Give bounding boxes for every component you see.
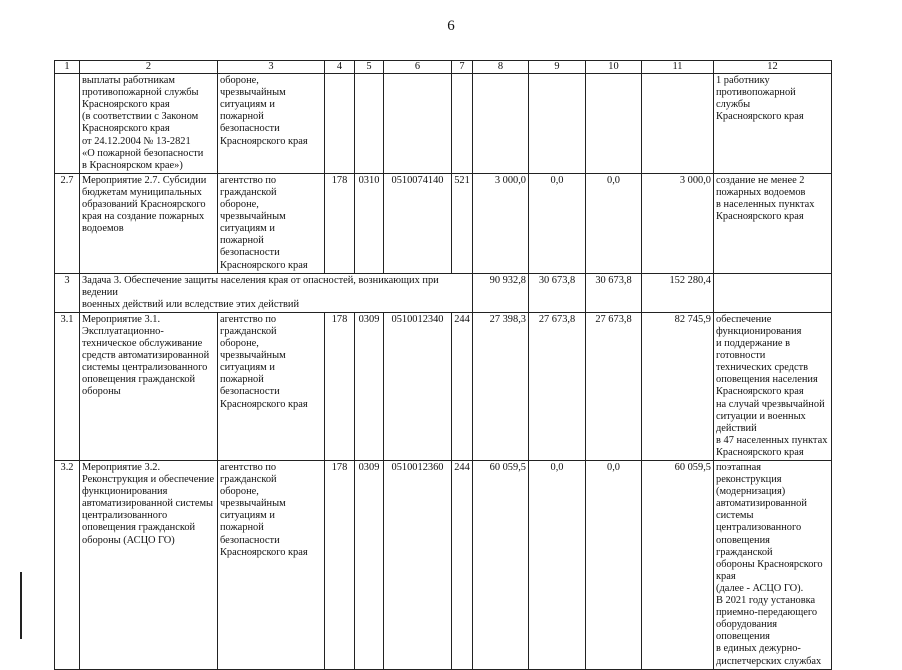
year1-amount: 90 932,8 bbox=[473, 273, 529, 312]
executor: агентство по гражданской обороне, чрезвычайным ситуациям и пожарной безопасности Красноярского края bbox=[218, 312, 325, 460]
expected-result: поэтапная реконструкция (модернизация) автоматизированной системы централизованного оповещения гражданской обороны Красноярского края (далее - АСЦО ГО). В 2021 году установка приемно-передающего оборудования оповещения в единых дежурно- диспетчерских службах bbox=[714, 461, 832, 670]
table-row bbox=[55, 173, 832, 273]
column-header: 5 bbox=[355, 61, 384, 74]
executor: агентство по гражданской обороне, чрезвычайным ситуациям и пожарной безопасности Красноярского края bbox=[218, 173, 325, 273]
column-header: 9 bbox=[529, 61, 586, 74]
expected-result: 1 работнику противопожарной службы Красноярского края bbox=[714, 74, 832, 174]
margin-mark bbox=[20, 572, 22, 639]
year1-amount: 3 000,0 bbox=[473, 173, 529, 273]
activity-name: Мероприятие 2.7. Субсидии бюджетам муниципальных образований Красноярского края на создание пожарных водоемов bbox=[80, 173, 218, 273]
total-amount: 82 745,9 bbox=[642, 312, 714, 460]
rzpr-code: 0310 bbox=[355, 173, 384, 273]
csr-code bbox=[384, 74, 452, 174]
table-row bbox=[55, 461, 832, 670]
year2-amount: 27 673,8 bbox=[529, 312, 586, 460]
vr-code: 244 bbox=[452, 461, 473, 670]
page-number: 6 bbox=[447, 18, 455, 34]
rzpr-code: 0309 bbox=[355, 312, 384, 460]
table-row bbox=[55, 74, 832, 174]
total-amount: 152 280,4 bbox=[642, 273, 714, 312]
year3-amount bbox=[586, 74, 642, 174]
task-title: Задача 3. Обеспечение защиты населения края от опасностей, возникающих при ведении военных действий или вследствие этих действий bbox=[80, 273, 473, 312]
year3-amount: 0,0 bbox=[586, 461, 642, 670]
column-header: 4 bbox=[325, 61, 355, 74]
year2-amount: 30 673,8 bbox=[529, 273, 586, 312]
total-amount: 60 059,5 bbox=[642, 461, 714, 670]
activity-name: Мероприятие 3.2. Реконструкция и обеспечение функционирования автоматизированной системы централизованного оповещения гражданской обороны (АСЦО ГО) bbox=[80, 461, 218, 670]
row-number: 2.7 bbox=[55, 173, 80, 273]
column-header: 8 bbox=[473, 61, 529, 74]
grbs-code: 178 bbox=[325, 461, 355, 670]
table-row bbox=[55, 312, 832, 460]
expected-result: создание не менее 2 пожарных водоемов в населенных пунктах Красноярского края bbox=[714, 173, 832, 273]
executor: агентство по гражданской обороне, чрезвычайным ситуациям и пожарной безопасности Красноярского края bbox=[218, 461, 325, 670]
activity-name: Мероприятие 3.1. Эксплуатационно- техническое обслуживание средств автоматизированной системы централизованного оповещения гражданской обороны bbox=[80, 312, 218, 460]
csr-code: 0510074140 bbox=[384, 173, 452, 273]
column-header: 6 bbox=[384, 61, 452, 74]
year3-amount: 27 673,8 bbox=[586, 312, 642, 460]
task-row bbox=[55, 273, 832, 312]
grbs-code: 178 bbox=[325, 312, 355, 460]
column-header: 11 bbox=[642, 61, 714, 74]
vr-code bbox=[452, 74, 473, 174]
year2-amount: 0,0 bbox=[529, 173, 586, 273]
csr-code: 0510012360 bbox=[384, 461, 452, 670]
grbs-code bbox=[325, 74, 355, 174]
rzpr-code bbox=[355, 74, 384, 174]
year3-amount: 30 673,8 bbox=[586, 273, 642, 312]
budget-table bbox=[54, 60, 832, 670]
year1-amount: 60 059,5 bbox=[473, 461, 529, 670]
column-header: 1 bbox=[55, 61, 80, 74]
row-number: 3.1 bbox=[55, 312, 80, 460]
row-number: 3.2 bbox=[55, 461, 80, 670]
row-number: 3 bbox=[55, 273, 80, 312]
csr-code: 0510012340 bbox=[384, 312, 452, 460]
grbs-code: 178 bbox=[325, 173, 355, 273]
executor: обороне, чрезвычайным ситуациям и пожарной безопасности Красноярского края bbox=[218, 74, 325, 174]
column-header: 7 bbox=[452, 61, 473, 74]
year2-amount: 0,0 bbox=[529, 461, 586, 670]
activity-name: выплаты работникам противопожарной службы Красноярского края (в соответствии с Законом Красноярского края от 24.12.2004 № 13-2821 «О пожарной безопасности в Красноярском крае») bbox=[80, 74, 218, 174]
column-header: 2 bbox=[80, 61, 218, 74]
expected-result: обеспечение функционирования и поддержание в готовности технических средств оповещения населения Красноярского края на случай чрезвычайной ситуации и военных действий в 47 населенных пунктах Красноярского края bbox=[714, 312, 832, 460]
year2-amount bbox=[529, 74, 586, 174]
year1-amount bbox=[473, 74, 529, 174]
header-row bbox=[55, 61, 832, 74]
expected-result bbox=[714, 273, 832, 312]
total-amount bbox=[642, 74, 714, 174]
rzpr-code: 0309 bbox=[355, 461, 384, 670]
year3-amount: 0,0 bbox=[586, 173, 642, 273]
column-header: 12 bbox=[714, 61, 832, 74]
row-number bbox=[55, 74, 80, 174]
vr-code: 521 bbox=[452, 173, 473, 273]
year1-amount: 27 398,3 bbox=[473, 312, 529, 460]
vr-code: 244 bbox=[452, 312, 473, 460]
total-amount: 3 000,0 bbox=[642, 173, 714, 273]
column-header: 10 bbox=[586, 61, 642, 74]
column-header: 3 bbox=[218, 61, 325, 74]
